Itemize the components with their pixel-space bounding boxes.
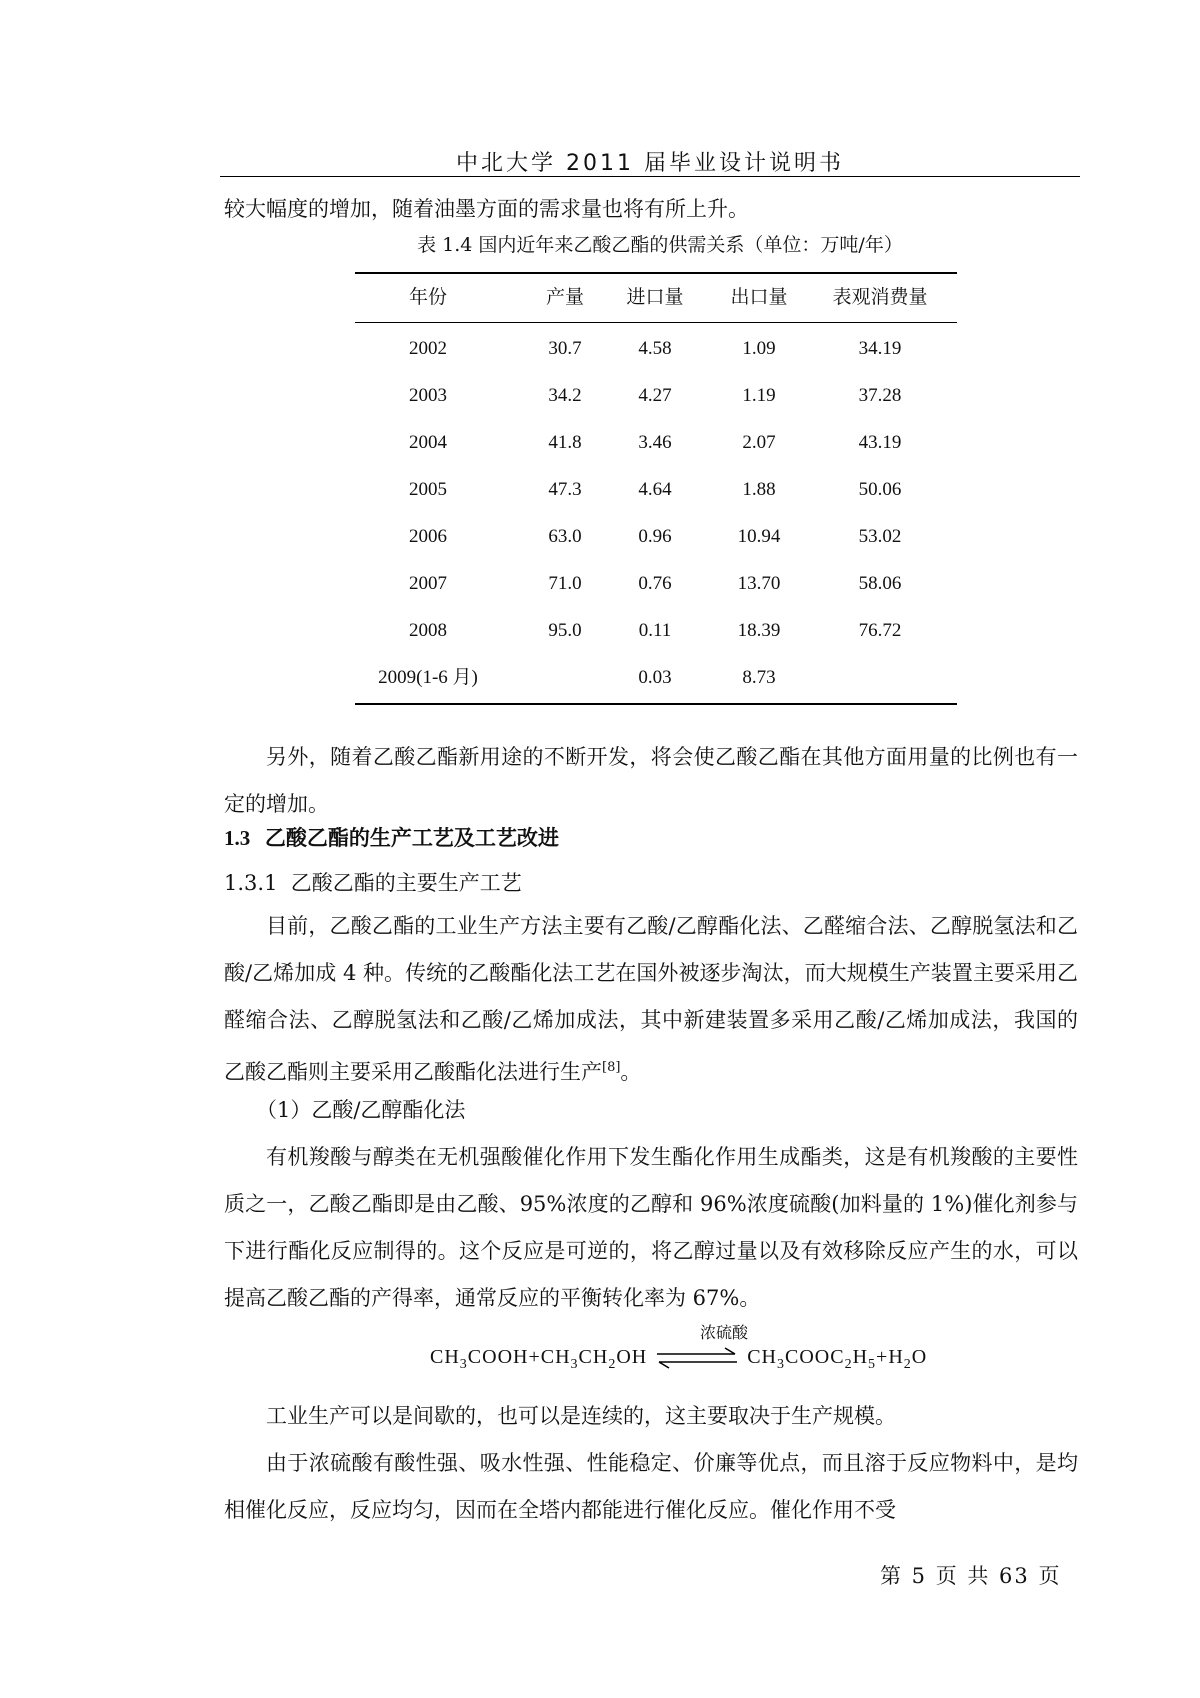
citation-ref: [8] xyxy=(602,1060,621,1075)
table-cell: 2006 xyxy=(409,526,447,547)
table-top-rule xyxy=(355,272,957,274)
table-cell: 2002 xyxy=(409,338,447,359)
table-header-cell: 进口量 xyxy=(626,287,684,308)
paragraph-industrial: 工业生产可以是间歇的，也可以是连续的，这主要取决于生产规模。 xyxy=(266,1404,896,1428)
table-bottom-rule xyxy=(355,703,957,705)
table-cell: 4.64 xyxy=(638,479,672,500)
paragraph-methods-intro xyxy=(224,903,1078,1096)
paragraph-intro-continued: 较大幅度的增加，随着油墨方面的需求量也将有所上升。 xyxy=(224,197,749,221)
table-header-rule xyxy=(355,322,957,323)
subsection-title: 乙酸乙酯的主要生产工艺 xyxy=(290,871,522,895)
table-cell: 71.0 xyxy=(548,573,582,594)
table-cell: 53.02 xyxy=(858,526,902,547)
paragraph-sulfuric: 由于浓硫酸有酸性强、吸水性强、性能稳定、价廉等优点，而且溶于反应物料中，是均相催化反应，反应均匀，因而在全塔内都能进行催化反应。催化作用不受 xyxy=(224,1451,1078,1522)
subsection-heading xyxy=(224,867,522,897)
table-cell: 1.88 xyxy=(742,479,776,500)
page-header-title: 中北大学 2011 届毕业设计说明书 xyxy=(456,151,844,176)
table-cell: 13.70 xyxy=(737,573,781,594)
table-header-cell: 年份 xyxy=(408,287,447,308)
table-cell: 34.2 xyxy=(548,385,582,406)
table-cell: 0.03 xyxy=(638,667,672,688)
table-cell: 3.46 xyxy=(638,432,672,453)
table-cell: 0.76 xyxy=(638,573,672,594)
table-cell: 2.07 xyxy=(742,432,776,453)
table-cell: 10.94 xyxy=(737,526,781,547)
methods-intro-text: 目前，乙酸乙酯的工业生产方法主要有乙酸/乙醇酯化法、乙醛缩合法、乙醇脱氢法和乙酸/乙烯加成 4 种。传统的乙酸酯化法工艺在国外被逐步淘汰，而大规模生产装置主要采用乙醛缩合法、乙醇脱氢法和乙酸/乙烯加成法，其中新建装置多采用乙酸/乙烯加成法，我国的乙酸乙酯则主要采用乙酸酯化法进行生产 xyxy=(224,914,1078,1084)
table-cell: 0.11 xyxy=(638,620,672,641)
table-cell: 1.19 xyxy=(742,385,776,406)
table-cell: 58.06 xyxy=(858,573,902,594)
table-cell: 8.73 xyxy=(742,667,776,688)
table-header-cell: 产量 xyxy=(545,287,584,308)
table-cell: 18.39 xyxy=(737,620,781,641)
method1-title: （1）乙酸/乙醇酯化法 xyxy=(256,1098,466,1122)
table-cell: 0.96 xyxy=(638,526,672,547)
table-cell: 41.8 xyxy=(548,432,582,453)
table-cell: 37.28 xyxy=(858,385,902,406)
paragraph-method1: 有机羧酸与醇类在无机强酸催化作用下发生酯化作用生成酯类，这是有机羧酸的主要性质之一，乙酸乙酯即是由乙酸、95%浓度的乙醇和 96%浓度硫酸(加料量的 1%)催化剂参与下进行酯化反应制得的。这个反应是可逆的，将乙醇过量以及有效移除反应产生的水，可以提高乙酸乙酯的产得率，通常反应的平衡转化率为 67%。 xyxy=(224,1145,1078,1310)
table-cell: 4.58 xyxy=(638,338,672,359)
table-cell: 43.19 xyxy=(858,432,902,453)
table-caption: 表 1.4 国内近年来乙酸乙酯的供需关系（单位：万吨/年） xyxy=(417,234,903,256)
table-cell: 2008 xyxy=(409,620,447,641)
esterification-equation: $CH_3COOH+CH_3CH_2OH$ $CH_3COOC_2H_5+H_2O$ xyxy=(430,1346,928,1372)
table-cell: 2009(1-6 月) xyxy=(378,667,478,688)
methods-intro-end: 。 xyxy=(620,1060,642,1084)
table-cell: 2007 xyxy=(409,573,447,594)
table-cell: 34.19 xyxy=(858,338,902,359)
table-header-cell: 出口量 xyxy=(730,287,788,308)
table-cell: 4.27 xyxy=(638,385,672,406)
section-heading xyxy=(224,822,559,852)
table-cell: 2004 xyxy=(409,432,447,453)
paragraph-after-table: 另外，随着乙酸乙酯新用途的不断开发，将会使乙酸乙酯在其他方面用量的比例也有一定的增加。 xyxy=(224,745,1078,816)
table-cell: 95.0 xyxy=(548,620,582,641)
table-header-cell: 表观消费量 xyxy=(832,287,928,308)
table-cell: 50.06 xyxy=(858,479,902,500)
section-number: 1.3 xyxy=(224,826,251,850)
table-cell: 63.0 xyxy=(548,526,582,547)
table-cell: 1.09 xyxy=(742,338,776,359)
table-cell: 47.3 xyxy=(548,479,582,500)
subsection-number: 1.3.1 xyxy=(224,871,278,895)
header-rule xyxy=(220,176,1080,177)
table-cell: 30.7 xyxy=(548,338,582,359)
table-cell: 2005 xyxy=(409,479,447,500)
section-title: 乙酸乙酯的生产工艺及工艺改进 xyxy=(264,826,559,850)
table-cell: 76.72 xyxy=(858,620,902,641)
equation-catalyst-label: 浓硫酸 xyxy=(700,1323,749,1342)
equilibrium-arrow-icon xyxy=(653,1347,741,1369)
page-footer: 第 5 页 共 63 页 xyxy=(880,1564,1062,1588)
table-cell: 2003 xyxy=(409,385,447,406)
